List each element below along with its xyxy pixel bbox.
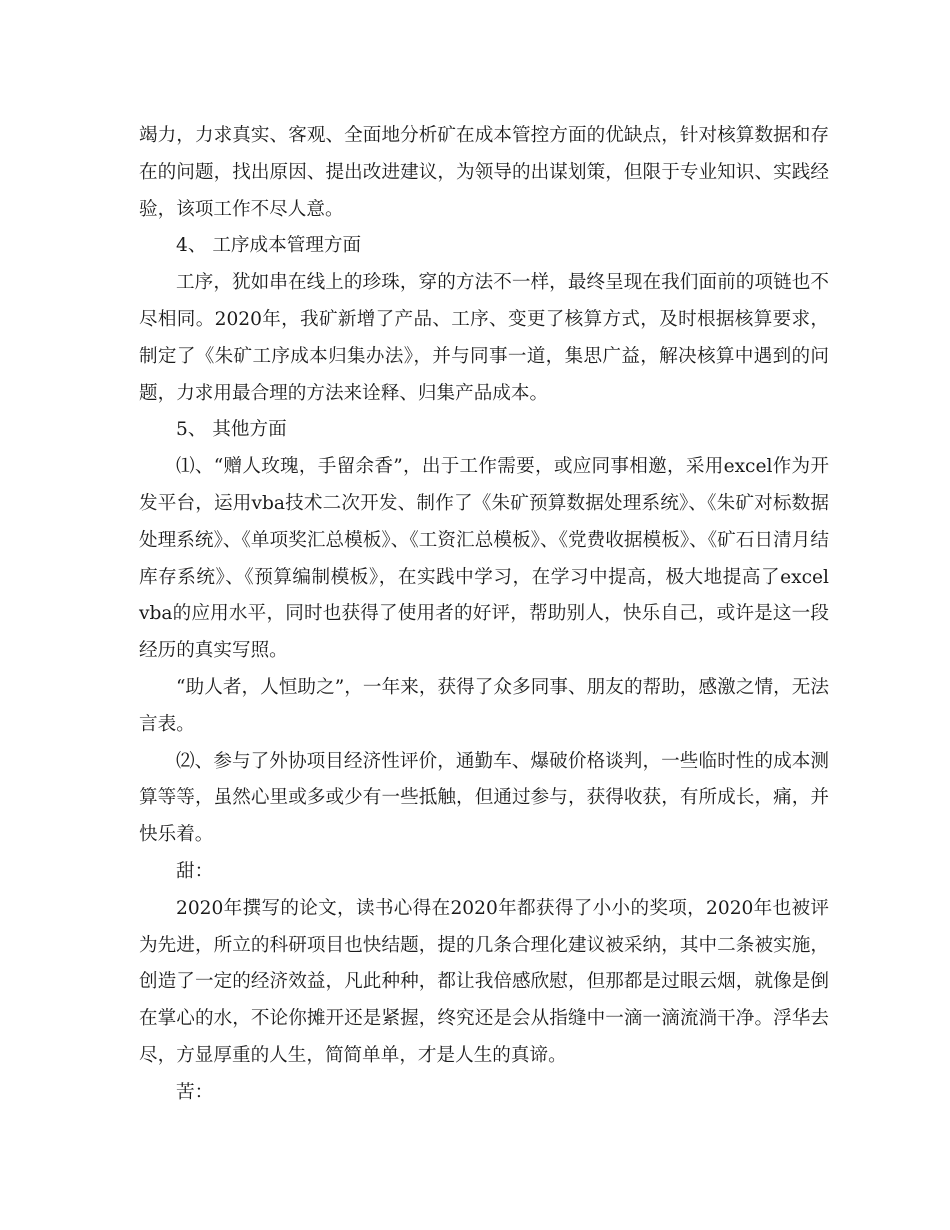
heading-sweet: 甜： <box>176 860 214 882</box>
section-heading-4: 4、 工序成本管理方面 <box>176 235 362 257</box>
paragraph-other-2: ⑵、参与了外协项目经济性评价，通勤车、爆破价格谈判，一些临时性的成本测算等等，虽然心里或多或少有一些抵触，但通过参与，获得收获，有所成长，痛，并快乐着。 <box>139 750 829 846</box>
document-body <box>139 118 829 1112</box>
paragraph-other-1: ⑴、“赠人玫瑰，手留余香”，出于工作需要，或应同事相邀，采用excel作为开发平台，运用vba技术二次开发、制作了《朱矿预算数据处理系统》、《朱矿对标数据处理系统》、《单项奖汇总模板》、《工资汇总模板》、《党费收据模板》、《矿石日清月结库存系统》、《预算编制模板》，在实践中学习，在学习中提高，极大地提高了excel vba的应用水平，同时也获得了使用者的好评，帮助别人，快乐自己，或许是这一段经历的真实写照。 <box>139 456 829 662</box>
section-heading-5: 5、 其他方面 <box>176 419 287 441</box>
paragraph-sweet: 2020年撰写的论文，读书心得在2020年都获得了小小的奖项，2020年也被评为先进，所立的科研项目也快结题，提的几条合理化建议被采纳，其中二条被实施，创造了一定的经济效益，凡此种种，都让我倍感欣慰，但那都是过眼云烟，就像是倒在掌心的水，不论你摊开还是紧握，终究还是会从指缝中一滴一滴流淌干净。浮华去尽，方显厚重的人生，简简单单，才是人生的真谛。 <box>139 897 829 1066</box>
heading-bitter: 苦： <box>176 1081 214 1103</box>
paragraph-continuation: 竭力，力求真实、客观、全面地分析矿在成本管控方面的优缺点，针对核算数据和存在的问题，找出原因、提出改进建议，为领导的出谋划策，但限于专业知识、实践经验，该项工作不尽人意。 <box>139 125 829 220</box>
paragraph-process-cost: 工序，犹如串在线上的珍珠，穿的方法不一样，最终呈现在我们面前的项链也不尽相同。2020年，我矿新增了产品、工序、变更了核算方式，及时根据核算要求，制定了《朱矿工序成本归集办法》，并与同事一道，集思广益，解决核算中遇到的问题，力求用最合理的方法来诠释、归集产品成本。 <box>139 272 829 404</box>
paragraph-quote: “助人者，人恒助之”，一年来，获得了众多同事、朋友的帮助，感激之情，无法言表。 <box>139 676 829 735</box>
